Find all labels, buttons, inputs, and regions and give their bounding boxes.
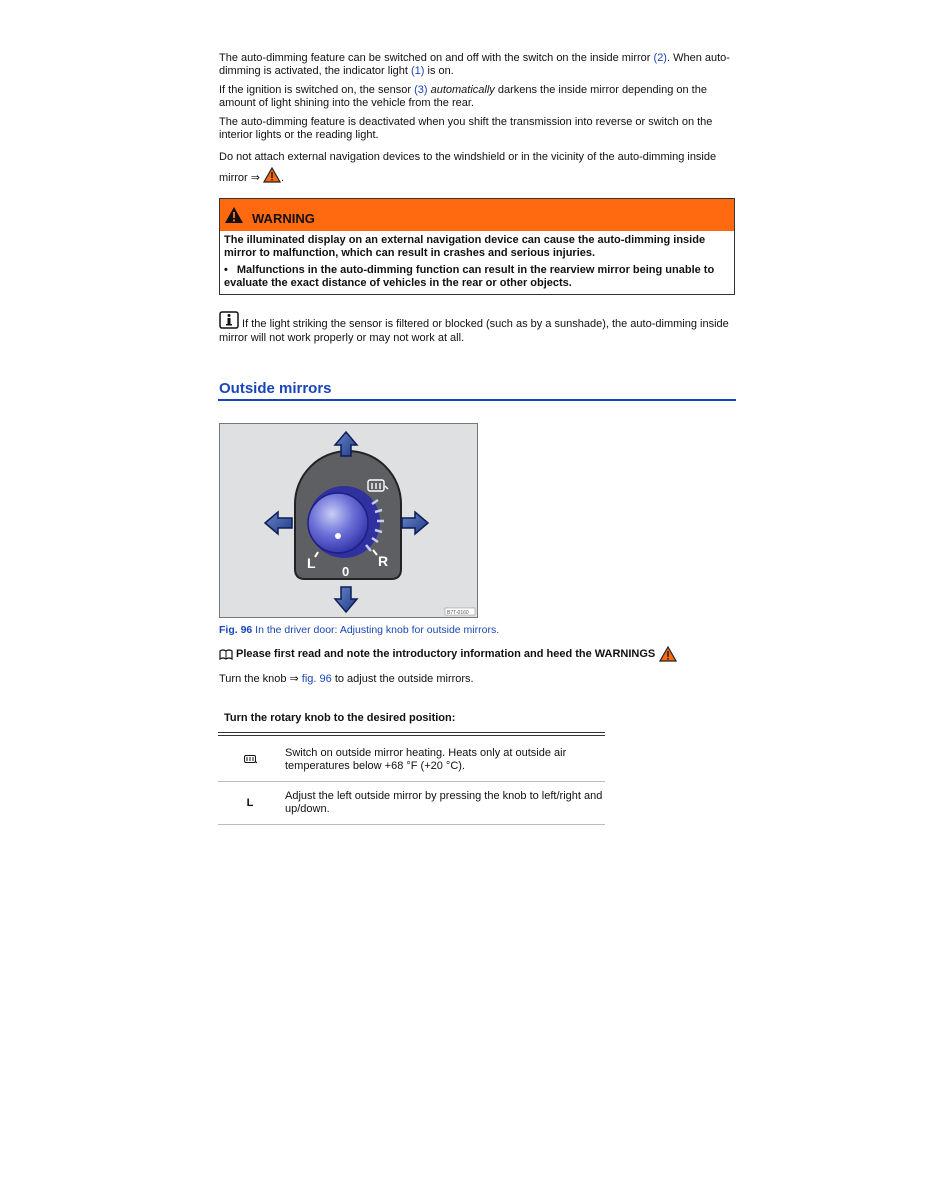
- ref-2-link[interactable]: (2): [653, 52, 667, 64]
- intro-paragraph-4: Do not attach external navigation devices to the windshield or in the vicinity of the auto-dimming inside mirror ⇒ .: [219, 151, 717, 184]
- intro-paragraph-1: The auto-dimming feature can be switched on and off with the switch on the inside mirror (2). When auto-dimming is activated, the indicator light (1) is on.: [219, 52, 730, 77]
- read-first-note: Please first read and note the introductory information and heed the WARNINGS: [219, 646, 677, 662]
- mirror-knob-illustration: [220, 424, 477, 617]
- warning-icon: [224, 206, 244, 224]
- label-R: R: [378, 553, 389, 569]
- warning-triangle-icon[interactable]: [263, 167, 281, 183]
- table-description: Adjust the left outside mirror by pressing the knob to left/right and up/down.: [285, 790, 603, 815]
- warning-header: [220, 199, 734, 231]
- table-row: [218, 739, 605, 782]
- table-symbol: [218, 739, 282, 781]
- arrow-right-icon: [402, 512, 428, 534]
- info-note: If the light striking the sensor is filtered or blocked (such as by a sunshade), the auto-dimming inside mirror will not work properly or may not work at all.: [219, 311, 736, 345]
- table-title: Turn the rotary knob to the desired position:: [224, 712, 456, 724]
- intro-paragraph-2: If the ignition is switched on, the sensor (3) automatically darkens the inside mirror depending on the amount of light shining into the vehicle from the rear.: [219, 84, 707, 109]
- warning-box: [219, 198, 735, 295]
- table-symbol: L: [246, 797, 254, 809]
- warning-body: [220, 231, 734, 294]
- turn-instruction: Turn the knob ⇒ fig. 96 to adjust the outside mirrors.: [219, 673, 474, 685]
- section-title: Outside mirrors: [219, 380, 332, 397]
- section-rule: [218, 399, 736, 401]
- arrow-left-icon: [265, 512, 292, 534]
- intro-text: [219, 52, 736, 194]
- fig-96-link[interactable]: fig. 96: [301, 673, 332, 685]
- info-icon: [219, 311, 239, 329]
- label-L: L: [307, 555, 316, 571]
- mirror-heating-icon: [244, 755, 257, 765]
- intro-paragraph-3: The auto-dimming feature is deactivated when you shift the transmission into reverse or switch on the interior lights or the reading light.: [219, 116, 713, 141]
- ref-1-link[interactable]: (1): [410, 65, 425, 77]
- figure-96: [219, 423, 478, 618]
- warning-line-1: The illuminated display on an external navigation device can cause the auto-dimming inside mirror to malfunction, which can result in crashes and serious injuries.: [224, 234, 706, 259]
- figure-code: B7T-0160: [447, 610, 469, 616]
- label-0: 0: [342, 564, 350, 579]
- warning-title: WARNING: [252, 210, 315, 226]
- book-icon: [219, 649, 233, 660]
- table-row: [218, 782, 605, 825]
- figure-caption: Fig. 96 In the driver door: Adjusting knob for outside mirrors.: [219, 624, 500, 636]
- positions-table: [218, 732, 605, 825]
- table-top-rule: [218, 732, 605, 736]
- ref-3-link[interactable]: (3): [414, 84, 428, 96]
- table-description: Switch on outside mirror heating. Heats only at outside air temperatures below +68 °F (+20 °C).: [285, 747, 567, 772]
- arrow-down-icon: [335, 587, 357, 612]
- warning-triangle-icon[interactable]: [659, 646, 677, 662]
- warning-line-2: • Malfunctions in the auto-dimming function can result in the rearview mirror being unable to evaluate the exact distance of vehicles in the rear or other objects.: [224, 264, 715, 289]
